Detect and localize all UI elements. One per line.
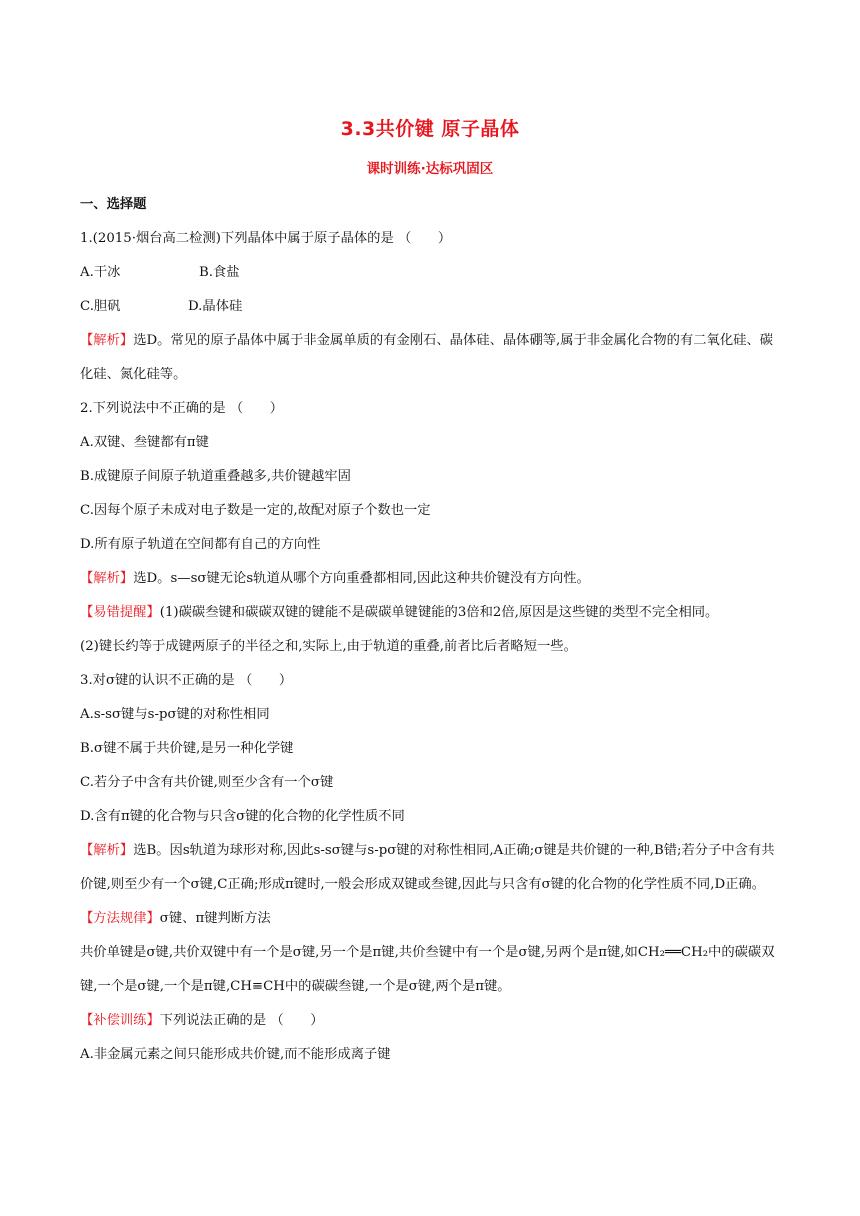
analysis-tag: 【解析】	[80, 843, 134, 858]
supplementary-option-a: A.非金属元素之间只能形成共价键,而不能形成离子键	[80, 1047, 391, 1062]
method-tag: 【方法规律】	[80, 911, 160, 926]
question-3-analysis	[80, 834, 780, 902]
page-title: 3.3共价键 原子晶体	[340, 118, 520, 140]
supplementary-stem: 下列说法正确的是 （ ）	[159, 1013, 324, 1028]
section-heading: 一、选择题	[80, 197, 147, 212]
analysis-text: 选D。常见的原子晶体中属于非金属单质的有金刚石、晶体硅、晶体硼等,属于非金属化合物的有二氧化硅、碳化硅、氮化硅等。	[80, 333, 774, 382]
tip-tag: 【易错提醒】	[80, 605, 160, 620]
question-1-option-c: C.胆矾	[80, 299, 121, 314]
document-body	[80, 188, 780, 1072]
question-2-option-b: B.成键原子间原子轨道重叠越多,共价键越牢固	[80, 469, 351, 484]
supplementary-tag: 【补偿训练】	[80, 1013, 160, 1028]
supplementary-heading	[80, 1004, 780, 1038]
question-2-analysis	[80, 562, 780, 596]
question-2-option-a: A.双键、叁键都有π键	[80, 435, 209, 450]
tip-text-1: (1)碳碳叁键和碳碳双键的键能不是碳碳单键键能的3倍和2倍,原因是这些键的类型不完全相同。	[159, 605, 719, 620]
question-1-option-a: A.干冰	[80, 265, 121, 280]
question-1-options-row-2	[80, 290, 780, 324]
question-3-stem: 3.对σ键的认识不正确的是 （ ）	[80, 673, 293, 688]
question-3-option-a: A.s-sσ键与s-pσ键的对称性相同	[80, 707, 270, 722]
question-1-stem: 1.(2015·烟台高二检测)下列晶体中属于原子晶体的是 （ ）	[80, 231, 452, 246]
page-subtitle: 课时训练·达标巩固区	[366, 161, 494, 177]
question-2-stem: 2.下列说法中不正确的是 （ ）	[80, 401, 284, 416]
method-heading	[80, 902, 780, 936]
question-2-option-c: C.因每个原子未成对电子数是一定的,故配对原子个数也一定	[80, 503, 431, 518]
analysis-text: 选D。s—sσ键无论s轨道从哪个方向重叠都相同,因此这种共价键没有方向性。	[133, 571, 590, 586]
question-3-option-c: C.若分子中含有共价键,则至少含有一个σ键	[80, 775, 334, 790]
question-3-option-b: B.σ键不属于共价键,是另一种化学键	[80, 741, 294, 756]
question-1-options-row-1	[80, 256, 780, 290]
analysis-tag: 【解析】	[80, 571, 134, 586]
analysis-text: 选B。因s轨道为球形对称,因此s-sσ键与s-pσ键的对称性相同,A正确;σ键是共价键的一种,B错;若分子中含有共价键,则至少有一个σ键,C正确;形成π键时,一般会形成双键或叁键,因此与只含有σ键的化合物的化学性质不同,D正确。	[80, 843, 775, 892]
question-1-option-b: B.食盐	[199, 265, 240, 280]
question-1-option-d: D.晶体硅	[188, 299, 243, 314]
question-2-tip-2: (2)键长约等于成键两原子的半径之和,实际上,由于轨道的重叠,前者比后者略短一些。	[80, 639, 577, 654]
question-2-option-d: D.所有原子轨道在空间都有自己的方向性	[80, 537, 321, 552]
method-title: σ键、π键判断方法	[159, 911, 271, 926]
question-3-option-d: D.含有π键的化合物与只含σ键的化合物的化学性质不同	[80, 809, 405, 824]
question-1-analysis	[80, 324, 780, 392]
analysis-tag: 【解析】	[80, 333, 134, 348]
question-2-tip	[80, 596, 780, 630]
method-body: 共价单键是σ键,共价双键中有一个是σ键,另一个是π键,共价叁键中有一个是σ键,另两个是π键,如CH₂══CH₂中的碳碳双键,一个是σ键,一个是π键,CH≡CH中的碳碳叁键,一个是σ键,两个是π键。	[80, 945, 775, 994]
